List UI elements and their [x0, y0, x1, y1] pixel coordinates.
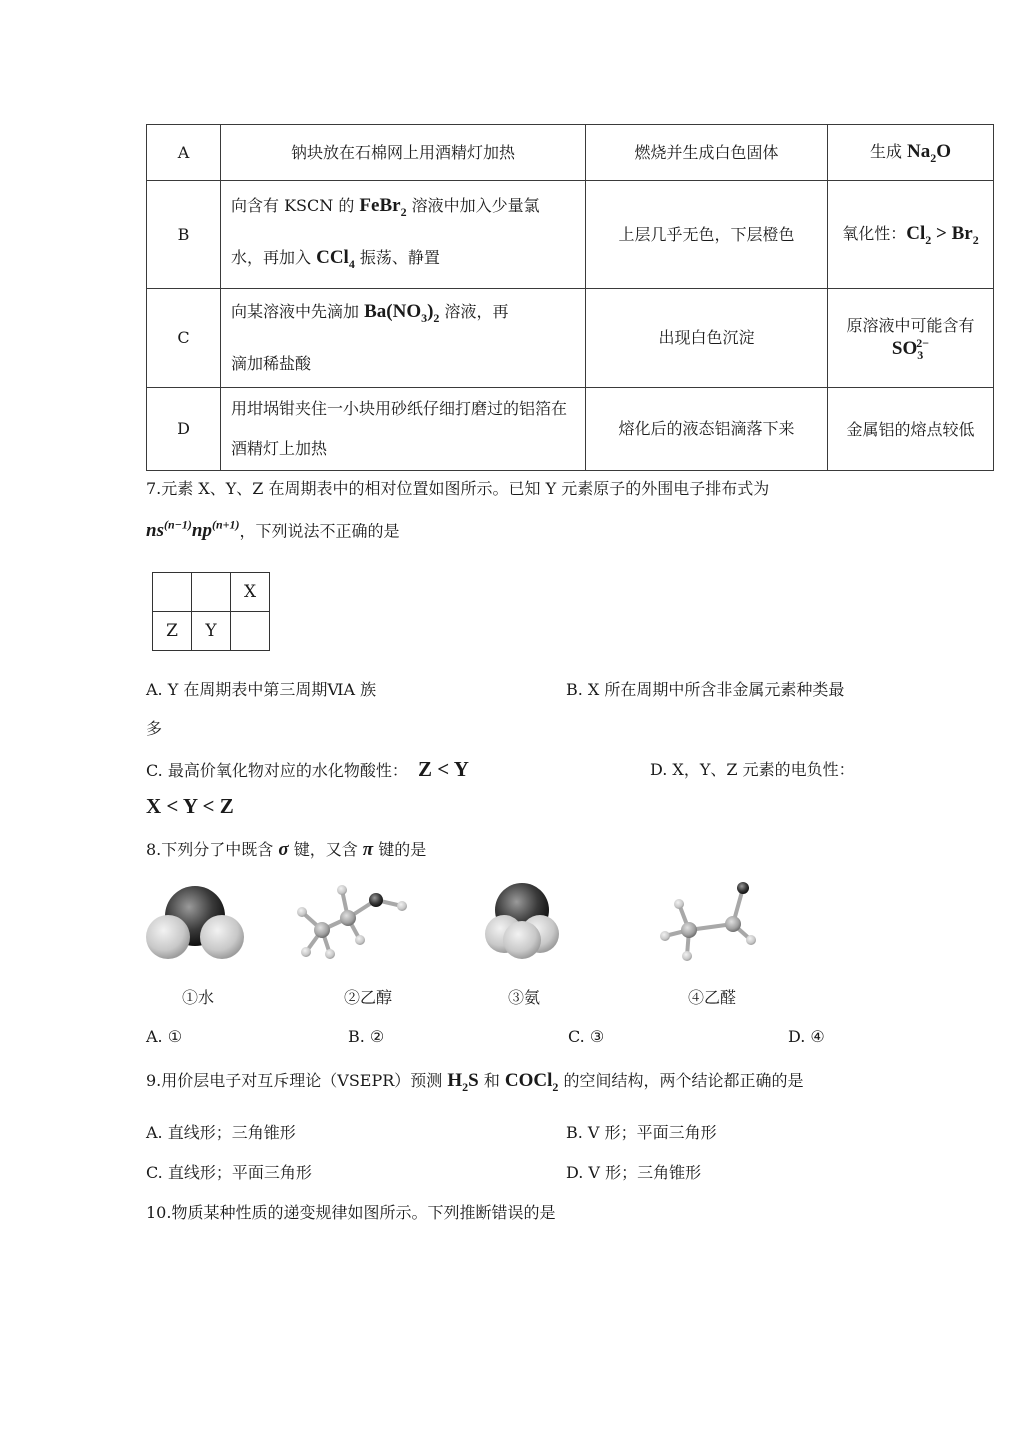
q9-stem: 9.用价层电子对互斥理论（VSEPR）预测 $H_2S$ 和 COCl$_2$ 的空间结构，两个结论都正确的是	[146, 1070, 804, 1094]
phenomenon-cell: 上层几乎无色，下层橙色	[586, 181, 828, 289]
q8-option-a[interactable]: A. ①	[146, 1027, 183, 1046]
caption-ethanol: ②乙醇	[344, 988, 393, 1007]
phenomenon-cell: 燃烧并生成白色固体	[586, 125, 828, 181]
phenomenon-cell: 出现白色沉淀	[586, 289, 828, 388]
conclusion-cell: 原溶液中可能含有 $SO_3^{2-}$	[828, 289, 994, 388]
table-row	[147, 125, 994, 181]
q7-option-b-cont: 多	[146, 719, 163, 738]
q7-stem-line2: $ns^{(n-1)}np^{(n+1)}$，下列说法不正确的是	[146, 518, 400, 542]
q7-option-b[interactable]: B. X 所在周期中所含非金属元素种类最	[566, 680, 845, 699]
q9-option-c[interactable]: C. 直线形；平面三角形	[146, 1163, 312, 1182]
option-cell: D	[147, 387, 221, 470]
conclusion-cell: 金属铝的熔点较低	[828, 387, 994, 470]
procedure-cell: 向含有 KSCN 的 FeBr$_2$ 溶液中加入少量氯 水，再加入 CCl$_4$ 振荡、静置	[221, 181, 586, 289]
procedure-cell: 用坩埚钳夹住一小块用砂纸仔细打磨过的铝箔在酒精灯上加热	[221, 387, 586, 470]
phenomenon-cell: 熔化后的液态铝滴落下来	[586, 387, 828, 470]
grid-cell-y: Y	[192, 612, 231, 651]
option-cell: A	[147, 125, 221, 181]
q7-stem-line1: 7.元素 X、Y、Z 在周期表中的相对位置如图所示。已知 Y 元素原子的外围电子排布式为	[146, 479, 770, 498]
q8-option-b[interactable]: B. ②	[348, 1027, 385, 1046]
q9-option-d[interactable]: D. V 形；三角锥形	[566, 1163, 702, 1182]
grid-cell	[192, 573, 231, 612]
grid-cell-x: X	[231, 573, 270, 612]
caption-water: ①水	[182, 988, 215, 1007]
caption-acetaldehyde: ④乙醛	[688, 988, 737, 1007]
q8-option-c[interactable]: C. ③	[568, 1027, 605, 1046]
ammonia-molecule-model	[482, 876, 562, 966]
grid-cell	[231, 612, 270, 651]
conclusion-cell: 生成 $Na_2O$	[828, 125, 994, 181]
experiment-table	[146, 124, 994, 471]
conclusion-cell: 氧化性：$Cl_2 > Br_2$	[828, 181, 994, 289]
q7-option-d-formula: X < Y < Z	[146, 794, 234, 818]
grid-cell-z: Z	[153, 612, 192, 651]
acetaldehyde-molecule-model	[655, 876, 765, 966]
q7-option-a[interactable]: A. Y 在周期表中第三周期ⅥA 族	[146, 680, 377, 699]
q10-stem: 10.物质某种性质的递变规律如图所示。下列推断错误的是	[146, 1203, 556, 1222]
option-cell: B	[147, 181, 221, 289]
ethanol-molecule-model	[290, 878, 420, 968]
q7-option-c[interactable]: C. 最高价氧化物对应的水化物酸性： Z < Y	[146, 757, 469, 781]
q9-option-a[interactable]: A. 直线形；三角锥形	[146, 1123, 296, 1142]
water-molecule-model	[140, 880, 250, 970]
periodic-table-fragment	[152, 572, 270, 651]
table-row	[147, 289, 994, 388]
grid-cell	[153, 573, 192, 612]
q9-option-b[interactable]: B. V 形；平面三角形	[566, 1123, 717, 1142]
table-row	[147, 181, 994, 289]
q8-option-d[interactable]: D. ④	[788, 1027, 825, 1046]
procedure-cell: 钠块放在石棉网上用酒精灯加热	[221, 125, 586, 181]
caption-ammonia: ③氨	[508, 988, 541, 1007]
procedure-cell: 向某溶液中先滴加 $Ba(NO_3)_2$ 溶液，再 滴加稀盐酸	[221, 289, 586, 388]
table-row	[147, 387, 994, 470]
q7-option-d[interactable]: D. X，Y、Z 元素的电负性：	[650, 760, 855, 779]
q8-stem: 8.下列分了中既含 σ 键，又含 π 键的是	[146, 839, 427, 860]
option-cell: C	[147, 289, 221, 388]
